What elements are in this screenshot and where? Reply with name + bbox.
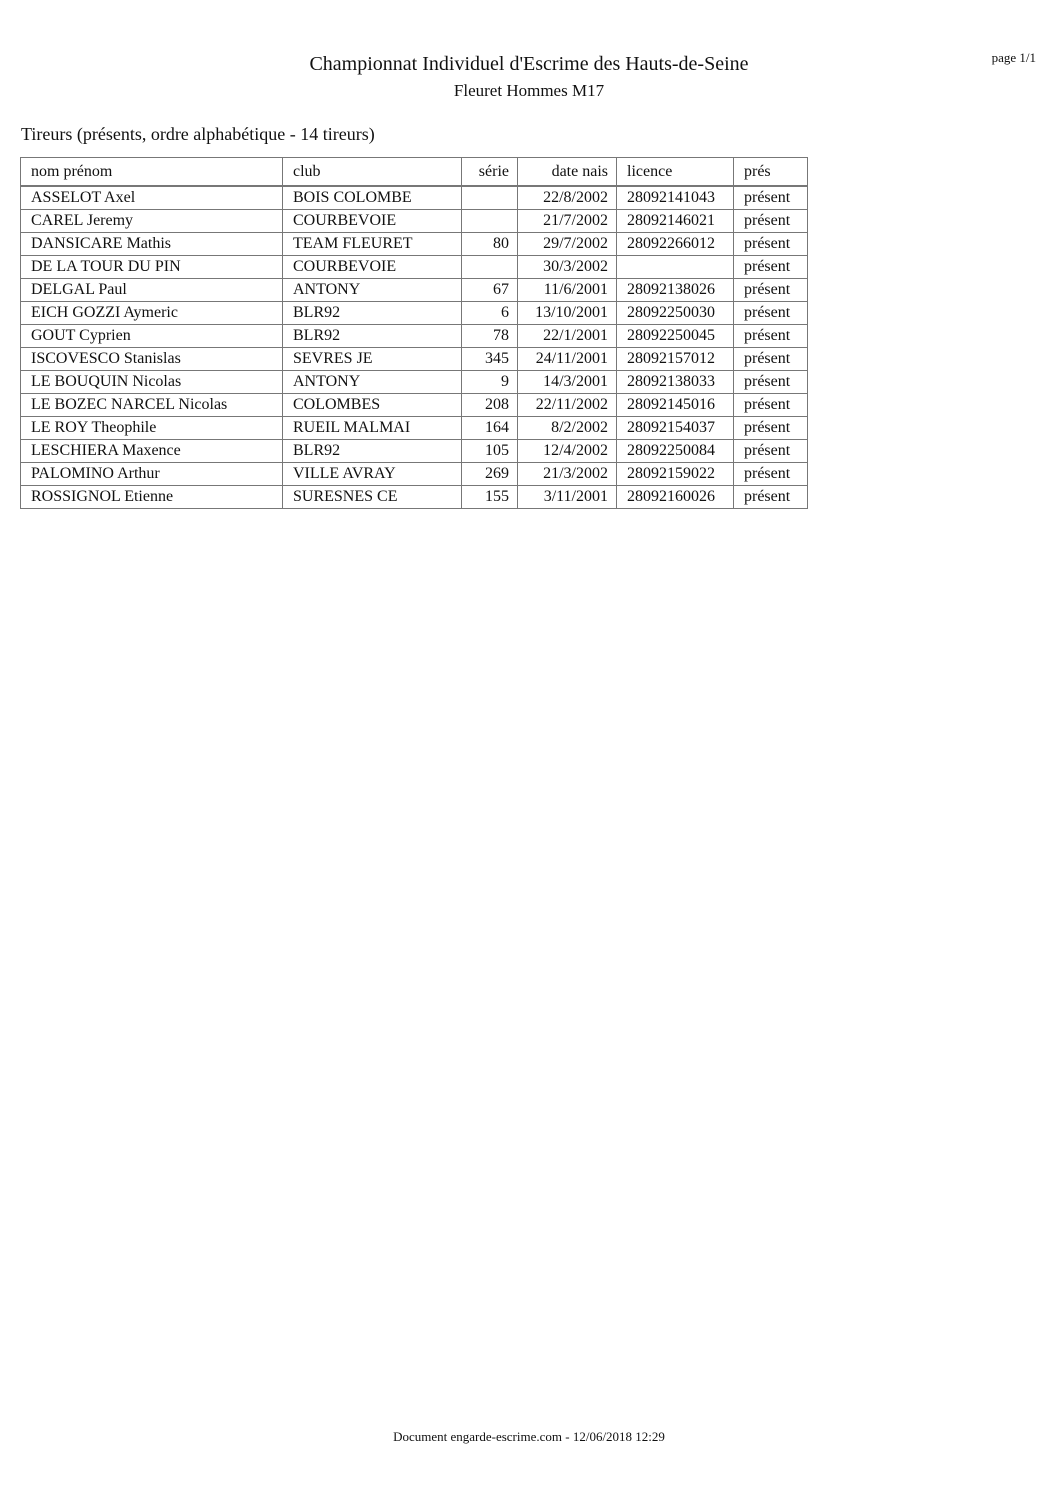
cell-club: BLR92 [283,440,462,463]
cell-pres: présent [734,233,808,256]
document-title: Championnat Individuel d'Escrime des Hauts-de-Seine [309,53,749,75]
cell-club: ANTONY [283,371,462,394]
cell-name: CAREL Jeremy [21,210,283,233]
cell-club: COURBEVOIE [283,256,462,279]
column-header-date: date nais [518,158,617,187]
table-row [21,233,808,256]
cell-licence: 28092250045 [617,325,734,348]
cell-date: 8/2/2002 [518,417,617,440]
cell-licence: 28092146021 [617,210,734,233]
table-row [21,440,808,463]
table-row [21,463,808,486]
cell-name: DE LA TOUR DU PIN [21,256,283,279]
table-row [21,417,808,440]
cell-serie: 164 [462,417,518,440]
cell-licence: 28092160026 [617,486,734,509]
fencers-table [20,157,808,509]
cell-date: 22/1/2001 [518,325,617,348]
table-body [21,186,808,509]
cell-licence: 28092154037 [617,417,734,440]
cell-date: 21/3/2002 [518,463,617,486]
table-row [21,302,808,325]
cell-club: COLOMBES [283,394,462,417]
cell-date: 21/7/2002 [518,210,617,233]
cell-licence: 28092266012 [617,233,734,256]
cell-serie: 269 [462,463,518,486]
cell-club: BOIS COLOMBE [283,186,462,210]
cell-name: LE BOUQUIN Nicolas [21,371,283,394]
cell-date: 11/6/2001 [518,279,617,302]
cell-club: SURESNES CE [283,486,462,509]
cell-licence [617,256,734,279]
cell-pres: présent [734,348,808,371]
cell-club: RUEIL MALMAI [283,417,462,440]
cell-serie: 67 [462,279,518,302]
cell-pres: présent [734,325,808,348]
cell-name: LESCHIERA Maxence [21,440,283,463]
cell-date: 3/11/2001 [518,486,617,509]
table-row [21,325,808,348]
cell-pres: présent [734,302,808,325]
cell-club: ANTONY [283,279,462,302]
cell-pres: présent [734,371,808,394]
cell-club: BLR92 [283,325,462,348]
cell-pres: présent [734,440,808,463]
cell-club: VILLE AVRAY [283,463,462,486]
cell-serie [462,186,518,210]
cell-pres: présent [734,486,808,509]
cell-licence: 28092138026 [617,279,734,302]
cell-licence: 28092138033 [617,371,734,394]
cell-pres: présent [734,463,808,486]
cell-date: 24/11/2001 [518,348,617,371]
cell-club: TEAM FLEURET [283,233,462,256]
column-header-licence: licence [617,158,734,187]
cell-name: LE BOZEC NARCEL Nicolas [21,394,283,417]
cell-name: DANSICARE Mathis [21,233,283,256]
cell-pres: présent [734,186,808,210]
table-row [21,394,808,417]
cell-pres: présent [734,417,808,440]
cell-licence: 28092141043 [617,186,734,210]
table-row [21,186,808,210]
column-header-name: nom prénom [21,158,283,187]
cell-serie: 6 [462,302,518,325]
table-header-row [21,158,808,187]
cell-date: 12/4/2002 [518,440,617,463]
cell-club: SEVRES JE [283,348,462,371]
cell-name: LE ROY Theophile [21,417,283,440]
cell-date: 22/8/2002 [518,186,617,210]
cell-serie: 80 [462,233,518,256]
cell-serie: 105 [462,440,518,463]
table-row [21,348,808,371]
cell-licence: 28092250030 [617,302,734,325]
table-row [21,279,808,302]
cell-serie: 9 [462,371,518,394]
cell-serie: 78 [462,325,518,348]
cell-date: 30/3/2002 [518,256,617,279]
cell-licence: 28092157012 [617,348,734,371]
cell-name: PALOMINO Arthur [21,463,283,486]
table-row [21,210,808,233]
column-header-serie: série [462,158,518,187]
cell-name: ISCOVESCO Stanislas [21,348,283,371]
cell-pres: présent [734,394,808,417]
cell-serie: 155 [462,486,518,509]
cell-club: COURBEVOIE [283,210,462,233]
cell-pres: présent [734,279,808,302]
cell-name: ASSELOT Axel [21,186,283,210]
cell-pres: présent [734,256,808,279]
cell-name: GOUT Cyprien [21,325,283,348]
cell-serie: 208 [462,394,518,417]
cell-club: BLR92 [283,302,462,325]
cell-serie [462,210,518,233]
cell-licence: 28092250084 [617,440,734,463]
cell-name: DELGAL Paul [21,279,283,302]
column-header-club: club [283,158,462,187]
cell-serie [462,256,518,279]
cell-name: ROSSIGNOL Etienne [21,486,283,509]
footer-text: Document engarde-escrime.com - 12/06/2018 12:29 [393,1429,665,1444]
cell-name: EICH GOZZI Aymeric [21,302,283,325]
column-header-pres: prés [734,158,808,187]
table-row [21,371,808,394]
cell-serie: 345 [462,348,518,371]
cell-date: 22/11/2002 [518,394,617,417]
cell-date: 14/3/2001 [518,371,617,394]
cell-pres: présent [734,210,808,233]
table-row [21,256,808,279]
cell-licence: 28092145016 [617,394,734,417]
table-row [21,486,808,509]
cell-date: 13/10/2001 [518,302,617,325]
document-subtitle: Fleuret Hommes M17 [453,81,605,100]
cell-licence: 28092159022 [617,463,734,486]
section-heading: Tireurs (présents, ordre alphabétique - 14 tireurs) [21,124,375,144]
page-number: page 1/1 [991,50,1036,65]
cell-date: 29/7/2002 [518,233,617,256]
